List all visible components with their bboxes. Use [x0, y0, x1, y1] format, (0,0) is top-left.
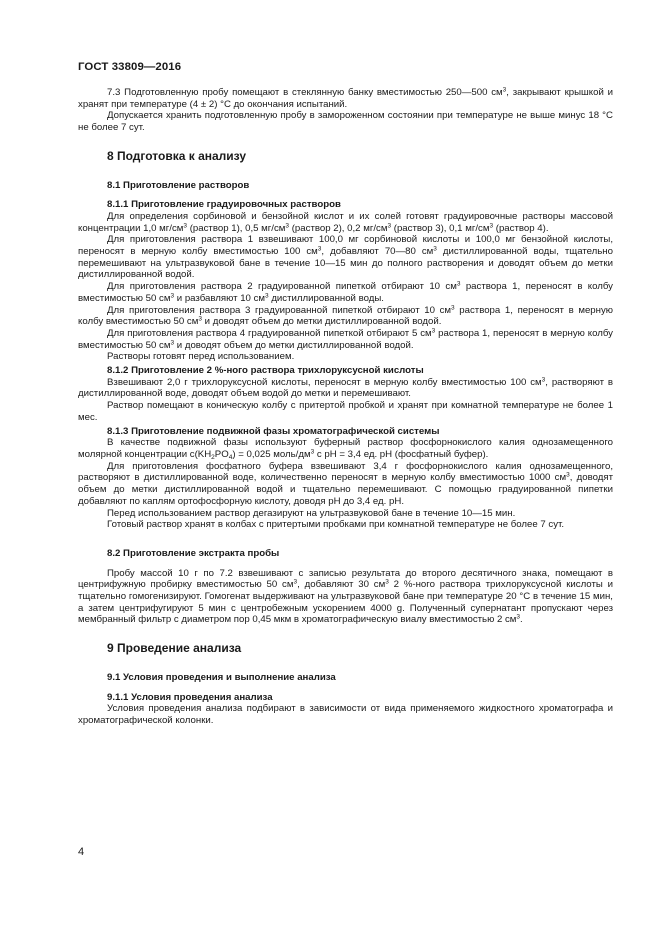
paragraph: Для приготовления раствора 3 градуированной пипеткой отбирают 10 $см^3$ раствора 1, переносят в мерную колбу вместимостью 50 $см^3$ и доводят объем до метки дистиллированной водой.	[78, 304, 613, 328]
paragraph: Для приготовления раствора 1 взвешивают 100,0 мг сорбиновой кислоты и 100,0 мг бензойной кислоты, переносят в мерную колбу вместимостью 100 $см^3$, добавляют 70—80 $см^3$ дистиллированной воды, тщательно перемешивают на ультразвуковой бане в течение 10—15 мин до полного растворения и доводят объем до метки дистиллированной водой.	[78, 234, 613, 281]
paragraph: Готовый раствор хранят в колбах с притертыми пробками при комнатной температуре не более 7 сут.	[107, 519, 565, 531]
document-header: ГОСТ 33809—2016	[78, 61, 182, 73]
paragraph: Для определения сорбиновой и бензойной кислот и их солей готовят градуировочные растворы массовой концентрации 1,0 $мг/см^3$ (раствор 1), 0,5 $мг/см^3$ (раствор 2), 0,2 $мг/см^3$ (раствор 3), 0,1 $мг/см^3$ (раствор 4).	[78, 210, 613, 234]
paragraph: Для приготовления фосфатного буфера взвешивают 3,4 г фосфорнокислого калия однозамещенного, растворяют в дистиллированной воде, количественно переносят в мерную колбу вместимостью 1000 $см^3$, доводят объем до метки дистиллированной водой и тщательно перемешивают. С помощью градуированной пипетки добавляют по каплям ортофосфорную кислоту, доводя pH до 3,4 ед. pH.	[78, 460, 614, 507]
subsection-heading: 8.1 Приготовление растворов	[107, 179, 250, 191]
paragraph: Допускается хранить подготовленную пробу в замороженном состоянии при температуре не выше минус 18 °С не более 7 сут.	[78, 110, 613, 134]
subsubsection-heading: 8.1.1 Приготовление градуировочных растворов	[107, 199, 341, 211]
paragraph: Раствор помещают в коническую колбу с притертой пробкой и хранят при комнатной температуре не более 1 мес.	[78, 400, 613, 423]
subsubsection-heading: 9.1.1 Условия проведения анализа	[107, 691, 273, 703]
paragraph: Условия проведения анализа подбирают в зависимости от вида применяемого жидкостного хроматографа и хроматографической колонки.	[78, 703, 613, 726]
paragraph: В качестве подвижной фазы используют буферный раствор фосфорнокислого калия однозамещенного молярной концентрации $c(KH_2PO_4) = 0,025$ моль/$дм^3$ с pH = 3,4 ед. pH (фосфатный буфер).	[78, 437, 613, 461]
paragraph: Для приготовления раствора 2 градуированной пипеткой отбирают 10 $см^3$ раствора 1, переносят в колбу вместимостью 50 $см^3$ и разбавляют 10 $см^3$ дистиллированной воды.	[78, 280, 613, 304]
page-number: 4	[78, 846, 85, 858]
paragraph: Для приготовления раствора 4 градуированной пипеткой отбирают 5 $см^3$ раствора 1, переносят в мерную колбу вместимостью 50 $см^3$ и доводят объем до метки дистиллированной водой.	[78, 327, 613, 351]
section-heading: 9 Проведение анализа	[107, 641, 242, 656]
paragraph: Перед использованием раствор дегазируют на ультразвуковой бане в течение 10—15 мин.	[107, 507, 516, 519]
page-body	[78, 87, 613, 727]
paragraph: Взвешивают 2,0 г трихлоруксусной кислоты, переносят в мерную колбу вместимостью 100 $см^3$, растворяют в дистиллированной воде, доводят объем водой до метки и перемешивают.	[78, 376, 613, 400]
subsection-heading: 9.1 Условия проведения и выполнение анализа	[107, 671, 336, 683]
section-heading: 8 Подготовка к анализу	[107, 148, 247, 163]
subsubsection-heading: 8.1.2 Приготовление 2 %-ного раствора трихлоруксусной кислоты	[107, 365, 424, 377]
subsubsection-heading: 8.1.3 Приготовление подвижной фазы хроматографической системы	[107, 425, 440, 437]
subsection-heading: 8.2 Приготовление экстракта пробы	[107, 547, 280, 559]
paragraph: Растворы готовят перед использованием.	[107, 351, 295, 363]
paragraph: 7.3 Подготовленную пробу помещают в стеклянную банку вместимостью 250—500 $см^3$, закрывают крышкой и хранят при температуре (4 ± 2) °С до окончания испытаний.	[78, 86, 613, 110]
paragraph: Пробу массой 10 г по 7.2 взвешивают с записью результата до второго десятичного знака, помещают в центрифужную пробирку вместимостью 50 $см^3$, добавляют 30 $см^3$ 2 %-ного раствора трихлоруксусной кислоты и тщательно гомогенизируют. Гомогенат выдерживают на ультразвуковой бане при температуре 20 °С в течение 15 мин, а затем центрифугируют 5 мин с центробежным ускорением 4000 g. Полученный супернатант пропускают через мембранный фильтр с диаметром пор 0,45 мкм в хроматографическую виалу вместимостью 2 $см^3$.	[78, 567, 613, 626]
